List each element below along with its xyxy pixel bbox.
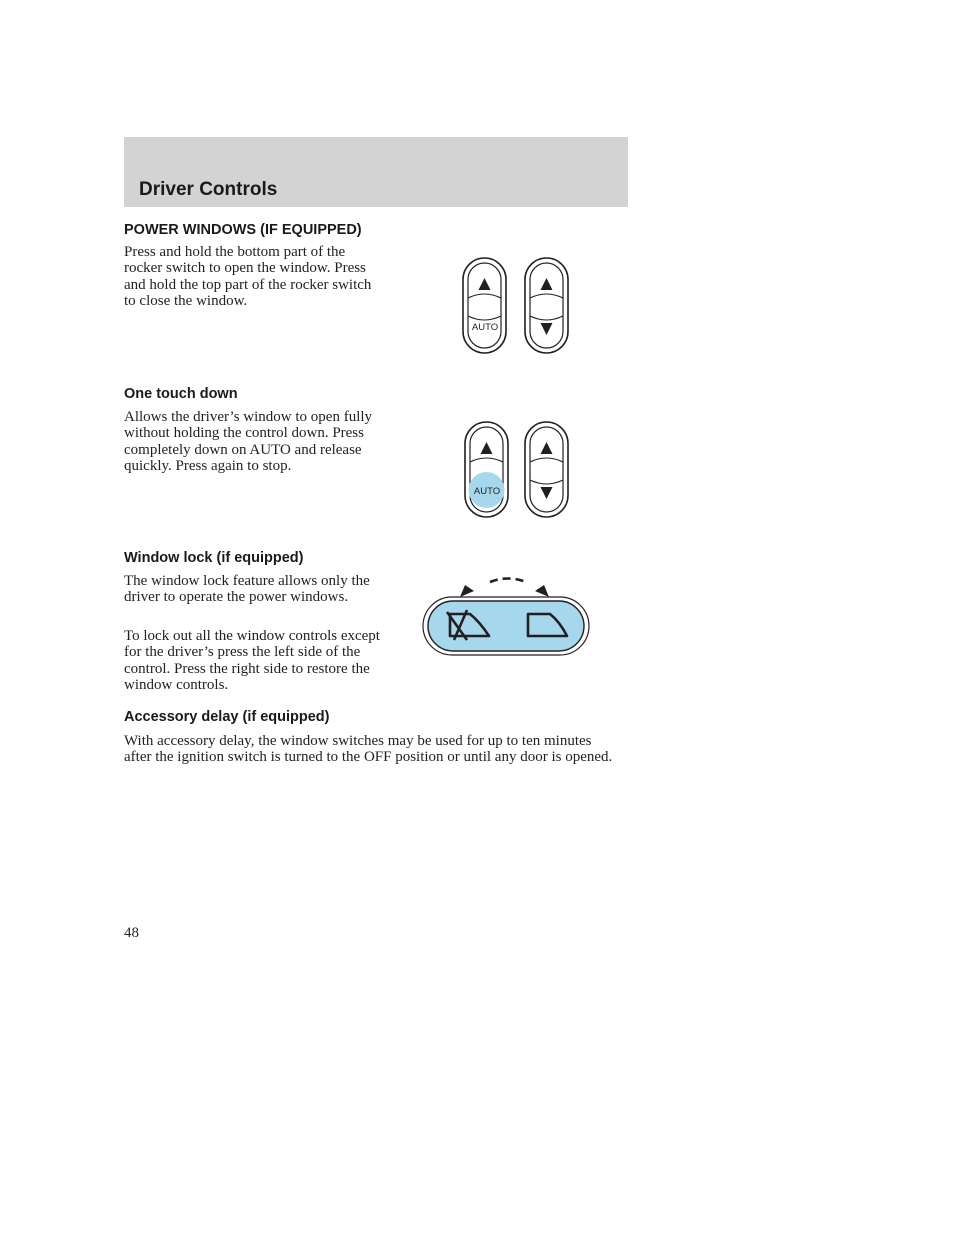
dashed-rocking-arc [490,579,526,583]
auto-rocker-switch-pressed [465,422,508,517]
passenger-rocker-switch [525,258,568,353]
paragraph-one-touch-down: Allows the driver’s window to open fully without holding the control down. Press completely down on AUTO and release quickly. Press again to stop. [124,409,373,475]
page-number: 48 [124,925,139,941]
passenger-rocker-switch [525,422,568,517]
paragraph-accessory-delay: With accessory delay, the window switches may be used for up to ten minutes after the ignition switch is turned to the OFF position or until any door is opened. [124,733,613,766]
section-header-band [124,137,628,207]
paragraph-power-windows: Press and hold the bottom part of the rocker switch to open the window. Press and hold the top part of the rocker switch to close the window. [124,244,372,310]
heading-power-windows: POWER WINDOWS (IF EQUIPPED) [124,222,362,238]
auto-highlight-figure [457,416,579,524]
heading-one-touch-down: One touch down [124,386,238,402]
auto-rocker-switch [463,258,506,353]
paragraph-window-lock-2: To lock out all the window controls except for the driver’s press the left side of the control. Press the right side to restore the window controls. [124,628,380,694]
right-arrow-icon [535,585,549,597]
auto-label: AUTO [471,322,499,333]
section-title: Driver Controls [139,179,278,200]
paragraph-window-lock-1: The window lock feature allows only the driver to operate the power windows. [124,573,370,606]
rocker-switches-figure [455,252,577,360]
heading-window-lock: Window lock (if equipped) [124,550,304,566]
heading-accessory-delay: Accessory delay (if equipped) [124,709,330,725]
window-lock-switch-figure [418,572,594,662]
left-arrow-icon [460,585,474,597]
auto-label: AUTO [473,486,501,497]
